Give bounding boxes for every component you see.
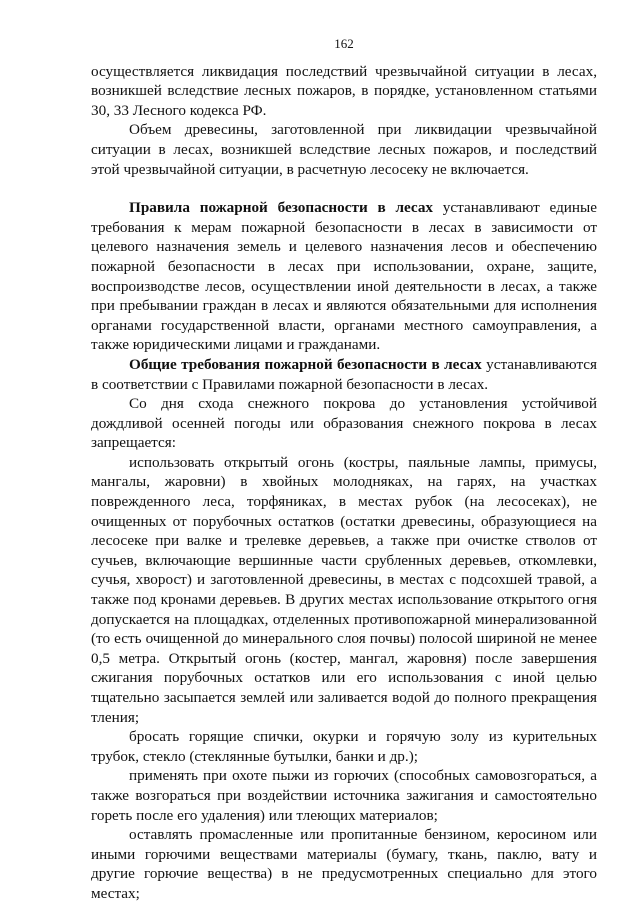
prohibition-item-3: применять при охоте пыжи из горючих (способных самовозгораться, а также возгораться при воздействии источника зажигания и самостоятельно гореть после его удаления) или тлеющих материалов; xyxy=(91,767,597,824)
page-number: 162 xyxy=(334,36,354,51)
paragraph-3 xyxy=(91,198,597,355)
document-page xyxy=(91,34,597,904)
paragraph-5: Со дня схода снежного покрова до установления устойчивой дождливой осенней погоды или образования снежного покрова в лесах запрещается: xyxy=(91,395,597,452)
prohibition-item-4: оставлять промасленные или пропитанные бензином, керосином или иными горючими веществами материалы (бумагу, ткань, паклю, вату и другие горючие вещества) в не предусмотренных специально для этого местах; xyxy=(91,826,597,902)
prohibition-item-1: использовать открытый огонь (костры, паяльные лампы, примусы, мангалы, жаровни) в хвойных молодняках, на гарях, на участках поврежденного леса, торфяниках, в местах рубок (на лесосеках), не очищенных от порубочных остатков (остатки древесины, образующиеся на лесосеке при валке и трелевке деревьев, а также при очистке стволов от сучьев, включающие вершинные части срубленных деревьев, откомлевки, сучья, хворост) и заготовленной древесины, в местах с подсохшей травой, а также под кронами деревьев. В других местах использование открытого огня допускается на площадках, отделенных противопожарной минерализованной (то есть очищенной до минерального слоя почвы) полосой шириной не менее 0,5 метра. Открытый огонь (костер, мангал, жаровня) после завершения сжигания порубочных остатков или его использования с иной целью тщательно засыпается землей или заливается водой до полного прекращения тления; xyxy=(91,453,597,726)
paragraph-gap xyxy=(91,179,597,198)
general-requirements-heading: Общие требования пожарной безопасности в лесах xyxy=(129,355,482,373)
fire-safety-rules-heading: Правила пожарной безопасности в лесах xyxy=(129,199,434,217)
prohibition-item-2: бросать горящие спички, окурки и горячую золу из курительных трубок, стекло (стеклянные бутылки, банки и др.); xyxy=(91,728,597,765)
paragraph-4-text: устанавливаются в соответствии с Правилами пожарной безопасности в лесах. xyxy=(91,355,597,393)
paragraph-4 xyxy=(91,355,597,394)
paragraph-3-text: устанавливают единые требования к мерам пожарной безопасности в лесах в зависимости от целевого назначения земель и целевого назначения лесов и обеспечению пожарной безопасности в лесах при использовании, охране, защите, воспроизводстве лесов, осуществлении иной деятельности в лесах, а также при пребывании граждан в лесах и являются обязательными для исполнения органами государственной власти, органами местного самоуправления, а также юридическими лицами и гражданами. xyxy=(91,199,597,354)
paragraph-2: Объем древесины, заготовленной при ликвидации чрезвычайной ситуации в лесах, возникшей вследствие лесных пожаров, и последствий этой чрезвычайной ситуации, в расчетную лесосеку не включается. xyxy=(91,121,597,178)
paragraph-1: осуществляется ликвидация последствий чрезвычайной ситуации в лесах, возникшей вследствие лесных пожаров, в порядке, установленном статьями 30, 33 Лесного кодекса РФ. xyxy=(91,62,597,119)
